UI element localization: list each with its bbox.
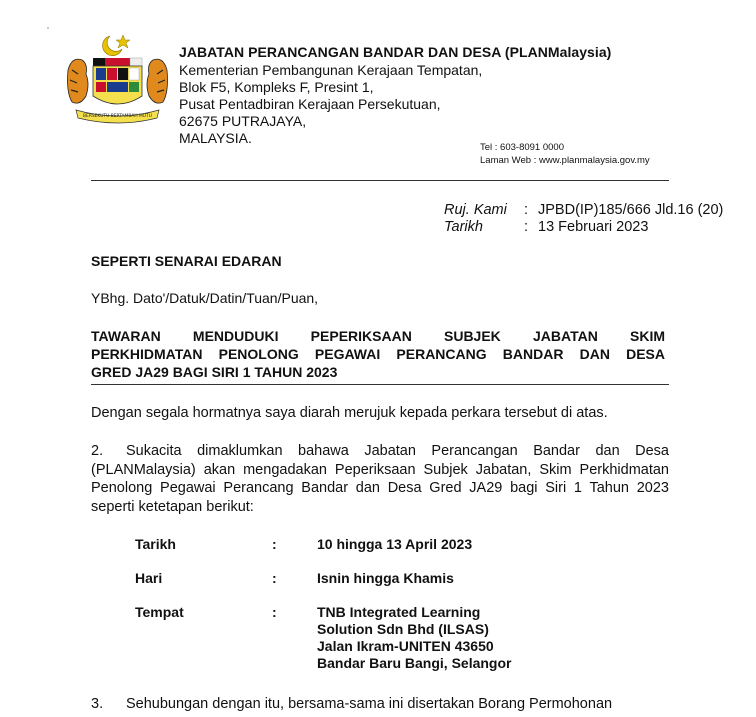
subject-divider — [91, 384, 669, 385]
paragraph-3 — [91, 695, 669, 714]
address-block — [179, 62, 482, 147]
paragraph-number: 2. — [91, 443, 104, 459]
venue-line: TNB Integrated Learning — [317, 604, 481, 620]
subject-line: GRED JA29 BAGI SIRI 1 TAHUN 2023 — [91, 364, 338, 380]
paragraph-number: 3. — [91, 696, 104, 712]
subject-line: TAWARAN MENDUDUKI PEPERIKSAAN SUBJEK JABATAN SKIM — [91, 328, 665, 344]
venue-line: Solution Sdn Bhd (ILSAS) — [317, 621, 489, 637]
paragraph-text: Sukacita dimaklumkan bahawa Jabatan Perancangan Bandar dan Desa (PLANMalaysia) akan mengadakan Peperiksaan Subjek Jabatan, Skim Perkhidmatan Penolong Pegawai Perancang Bandar dan Desa Gred JA29 bagi Siri 1 Tahun 2023 seperti ketetapan berikut: — [91, 443, 669, 515]
address-line: Blok F5, Kompleks F, Presint 1, — [179, 79, 374, 95]
detail-colon: : — [272, 604, 277, 620]
reference-block — [444, 202, 723, 236]
venue-line: Bandar Baru Bangi, Selangor — [317, 655, 512, 671]
paragraph-1: Dengan segala hormatnya saya diarah merujuk kepada perkara tersebut di atas. — [91, 405, 608, 421]
detail-colon: : — [272, 536, 277, 552]
header-divider — [91, 180, 669, 181]
venue-line: Jalan Ikram-UNITEN 43650 — [317, 638, 494, 654]
contact-block — [480, 141, 650, 167]
reference-label: Ruj. Kami — [444, 202, 507, 218]
detail-label: Tarikh — [135, 536, 176, 552]
reference-row — [444, 202, 723, 219]
detail-value: Isnin hingga Khamis — [317, 570, 454, 586]
detail-label: Hari — [135, 570, 163, 586]
telephone: Tel : 603-8091 0000 — [480, 142, 564, 153]
scan-speck — [47, 27, 49, 29]
website: Laman Web : www.planmalaysia.gov.my — [480, 155, 650, 166]
subject-line: PERKHIDMATAN PENOLONG PEGAWAI PERANCANG BANDAR DAN DESA — [91, 346, 665, 362]
reference-separator: : — [524, 202, 529, 218]
detail-value — [317, 604, 511, 672]
svg-text:BERSEKUTU BERTAMBAH MUTU: BERSEKUTU BERTAMBAH MUTU — [83, 114, 152, 119]
address-line: MALAYSIA. — [179, 130, 252, 146]
date-row — [444, 219, 723, 236]
detail-value: 10 hingga 13 April 2023 — [317, 536, 473, 552]
salutation: YBhg. Dato'/Datuk/Datin/Tuan/Puan, — [91, 290, 319, 306]
date-separator: : — [524, 219, 529, 235]
address-line: 62675 PUTRAJAYA, — [179, 113, 307, 129]
recipient-line: SEPERTI SENARAI EDARAN — [91, 253, 282, 269]
address-line: Kementerian Pembangunan Kerajaan Tempatan, — [179, 62, 483, 78]
letter-subject — [91, 327, 665, 381]
date-label: Tarikh — [444, 219, 483, 235]
address-line: Pusat Pentadbiran Kerajaan Persekutuan, — [179, 96, 441, 112]
letter-date: 13 Februari 2023 — [538, 219, 649, 235]
paragraph-2 — [91, 442, 669, 516]
paragraph-text: Sehubungan dengan itu, bersama-sama ini disertakan Borang Permohonan — [126, 696, 613, 712]
detail-label: Tempat — [135, 604, 184, 620]
detail-colon: : — [272, 570, 277, 586]
coat-of-arms-logo — [60, 30, 175, 130]
reference-number: JPBD(IP)185/666 Jld.16 (20) — [538, 202, 724, 218]
organization-name: JABATAN PERANCANGAN BANDAR DAN DESA (PLANMalaysia) — [179, 44, 612, 60]
